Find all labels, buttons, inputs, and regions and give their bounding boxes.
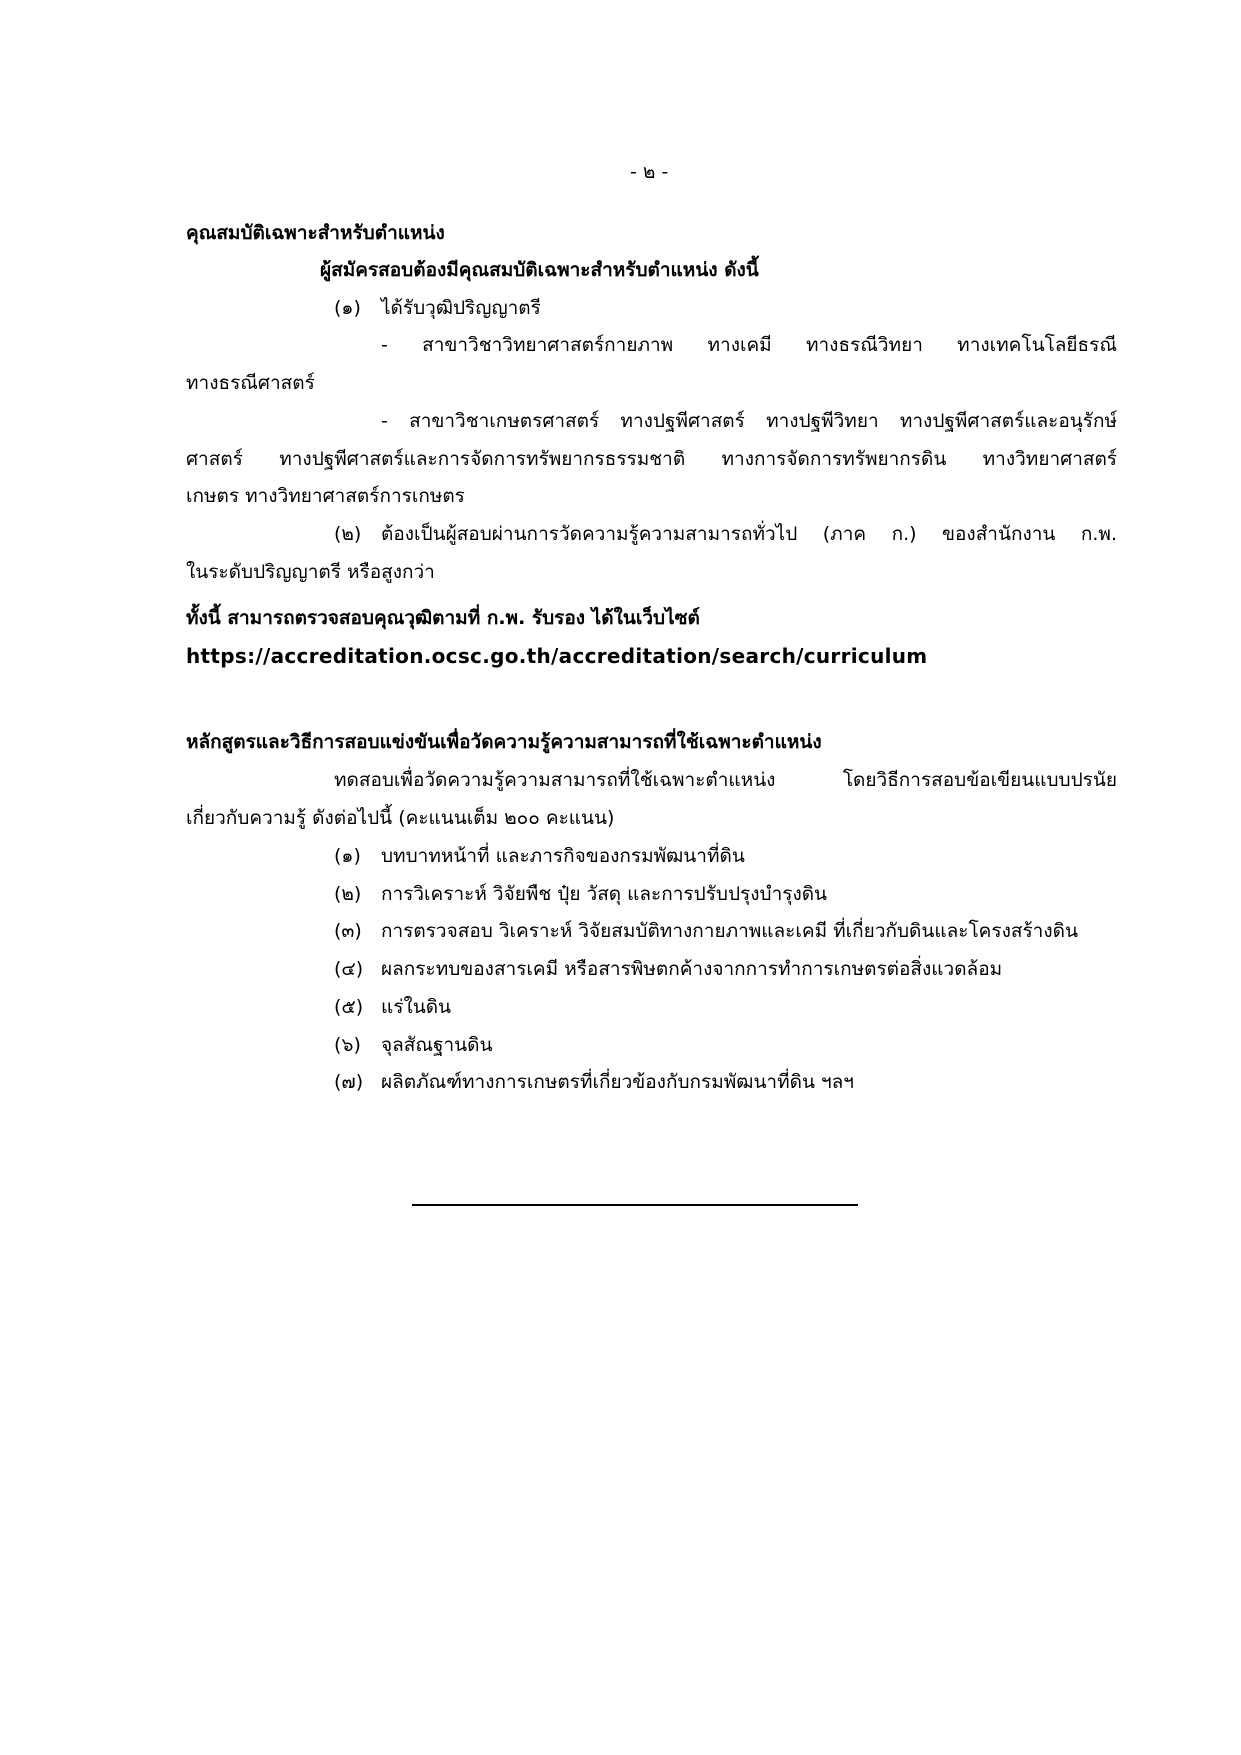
curriculum-item-text: จุลสัณฐานดิน [381, 1034, 493, 1056]
accreditation-url[interactable]: https://accreditation.ocsc.go.th/accreditation/search/curriculum [186, 644, 928, 668]
curriculum-item-number: (๗) [334, 1071, 364, 1093]
curriculum-item-number: (๓) [334, 920, 362, 942]
curriculum-item-number: (๒) [334, 883, 362, 905]
curriculum-item-number: (๖) [334, 1034, 361, 1056]
sub1-line1: - สาขาวิชาวิทยาศาสตร์กายภาพ ทางเคมี ทางธรณีวิทยา ทางเทคโนโลยีธรณี [381, 334, 1117, 356]
item1-text: ได้รับวุฒิปริญญาตรี [381, 297, 541, 319]
curriculum-item-text: ผลกระทบของสารเคมี หรือสารพิษตกค้างจากการทำการเกษตรต่อสิ่งแวดล้อม [381, 958, 1003, 980]
item1-number: (๑) [334, 297, 361, 319]
curriculum-item-text: แร่ในดิน [381, 996, 452, 1018]
sub2-line3: เกษตร ทางวิทยาศาสตร์การเกษตร [186, 485, 465, 507]
curriculum-item-text: บทบาทหน้าที่ และภารกิจของกรมพัฒนาที่ดิน [381, 845, 745, 867]
qualifications-heading: คุณสมบัติเฉพาะสำหรับตำแหน่ง [186, 222, 445, 244]
item2-line1: ต้องเป็นผู้สอบผ่านการวัดความรู้ความสามารถทั่วไป (ภาค ก.) ของสำนักงาน ก.พ. [381, 523, 1117, 545]
accreditation-note: ทั้งนี้ สามารถตรวจสอบคุณวุฒิตามที่ ก.พ. รับรอง ได้ในเว็บไซต์ [186, 607, 700, 629]
item2-number: (๒) [334, 523, 362, 545]
section-divider [412, 1204, 858, 1206]
curriculum-item-number: (๔) [334, 958, 364, 980]
curriculum-item-text: การวิเคราะห์ วิจัยพืช ปุ๋ย วัสดุ และการปรับปรุงบำรุงดิน [381, 883, 828, 905]
sub2-line1: - สาขาวิชาเกษตรศาสตร์ ทางปฐพีศาสตร์ ทางปฐพีวิทยา ทางปฐพีศาสตร์และอนุรักษ์ [381, 410, 1117, 432]
curriculum-item-text: ผลิตภัณฑ์ทางการเกษตรที่เกี่ยวข้องกับกรมพัฒนาที่ดิน ฯลฯ [381, 1071, 854, 1093]
item2-line2: ในระดับปริญญาตรี หรือสูงกว่า [186, 561, 435, 583]
sub1-line2: ทางธรณีศาสตร์ [186, 372, 315, 394]
curriculum-intro-line2: เกี่ยวกับความรู้ ดังต่อไปนี้ (คะแนนเต็ม ๒๐๐ คะแนน) [186, 807, 615, 829]
curriculum-heading: หลักสูตรและวิธีการสอบแข่งขันเพื่อวัดความรู้ความสามารถที่ใช้เฉพาะตำแหน่ง [186, 731, 822, 753]
curriculum-intro-line1: ทดสอบเพื่อวัดความรู้ความสามารถที่ใช้เฉพาะตำแหน่ง โดยวิธีการสอบข้อเขียนแบบปรนัย [334, 769, 1117, 791]
curriculum-item-number: (๑) [334, 845, 361, 867]
sub2-line2: ศาสตร์ ทางปฐพีศาสตร์และการจัดการทรัพยากรธรรมชาติ ทางการจัดการทรัพยากรดิน ทางวิทยาศาสตร์ [186, 448, 1117, 470]
curriculum-item-text: การตรวจสอบ วิเคราะห์ วิจัยสมบัติทางกายภาพและเคมี ที่เกี่ยวกับดินและโครงสร้างดิน [381, 920, 1078, 942]
curriculum-item-number: (๕) [334, 996, 364, 1018]
qualifications-subheading: ผู้สมัครสอบต้องมีคุณสมบัติเฉพาะสำหรับตำแหน่ง ดังนี้ [320, 259, 759, 281]
page-number: - ๒ - [630, 161, 669, 183]
